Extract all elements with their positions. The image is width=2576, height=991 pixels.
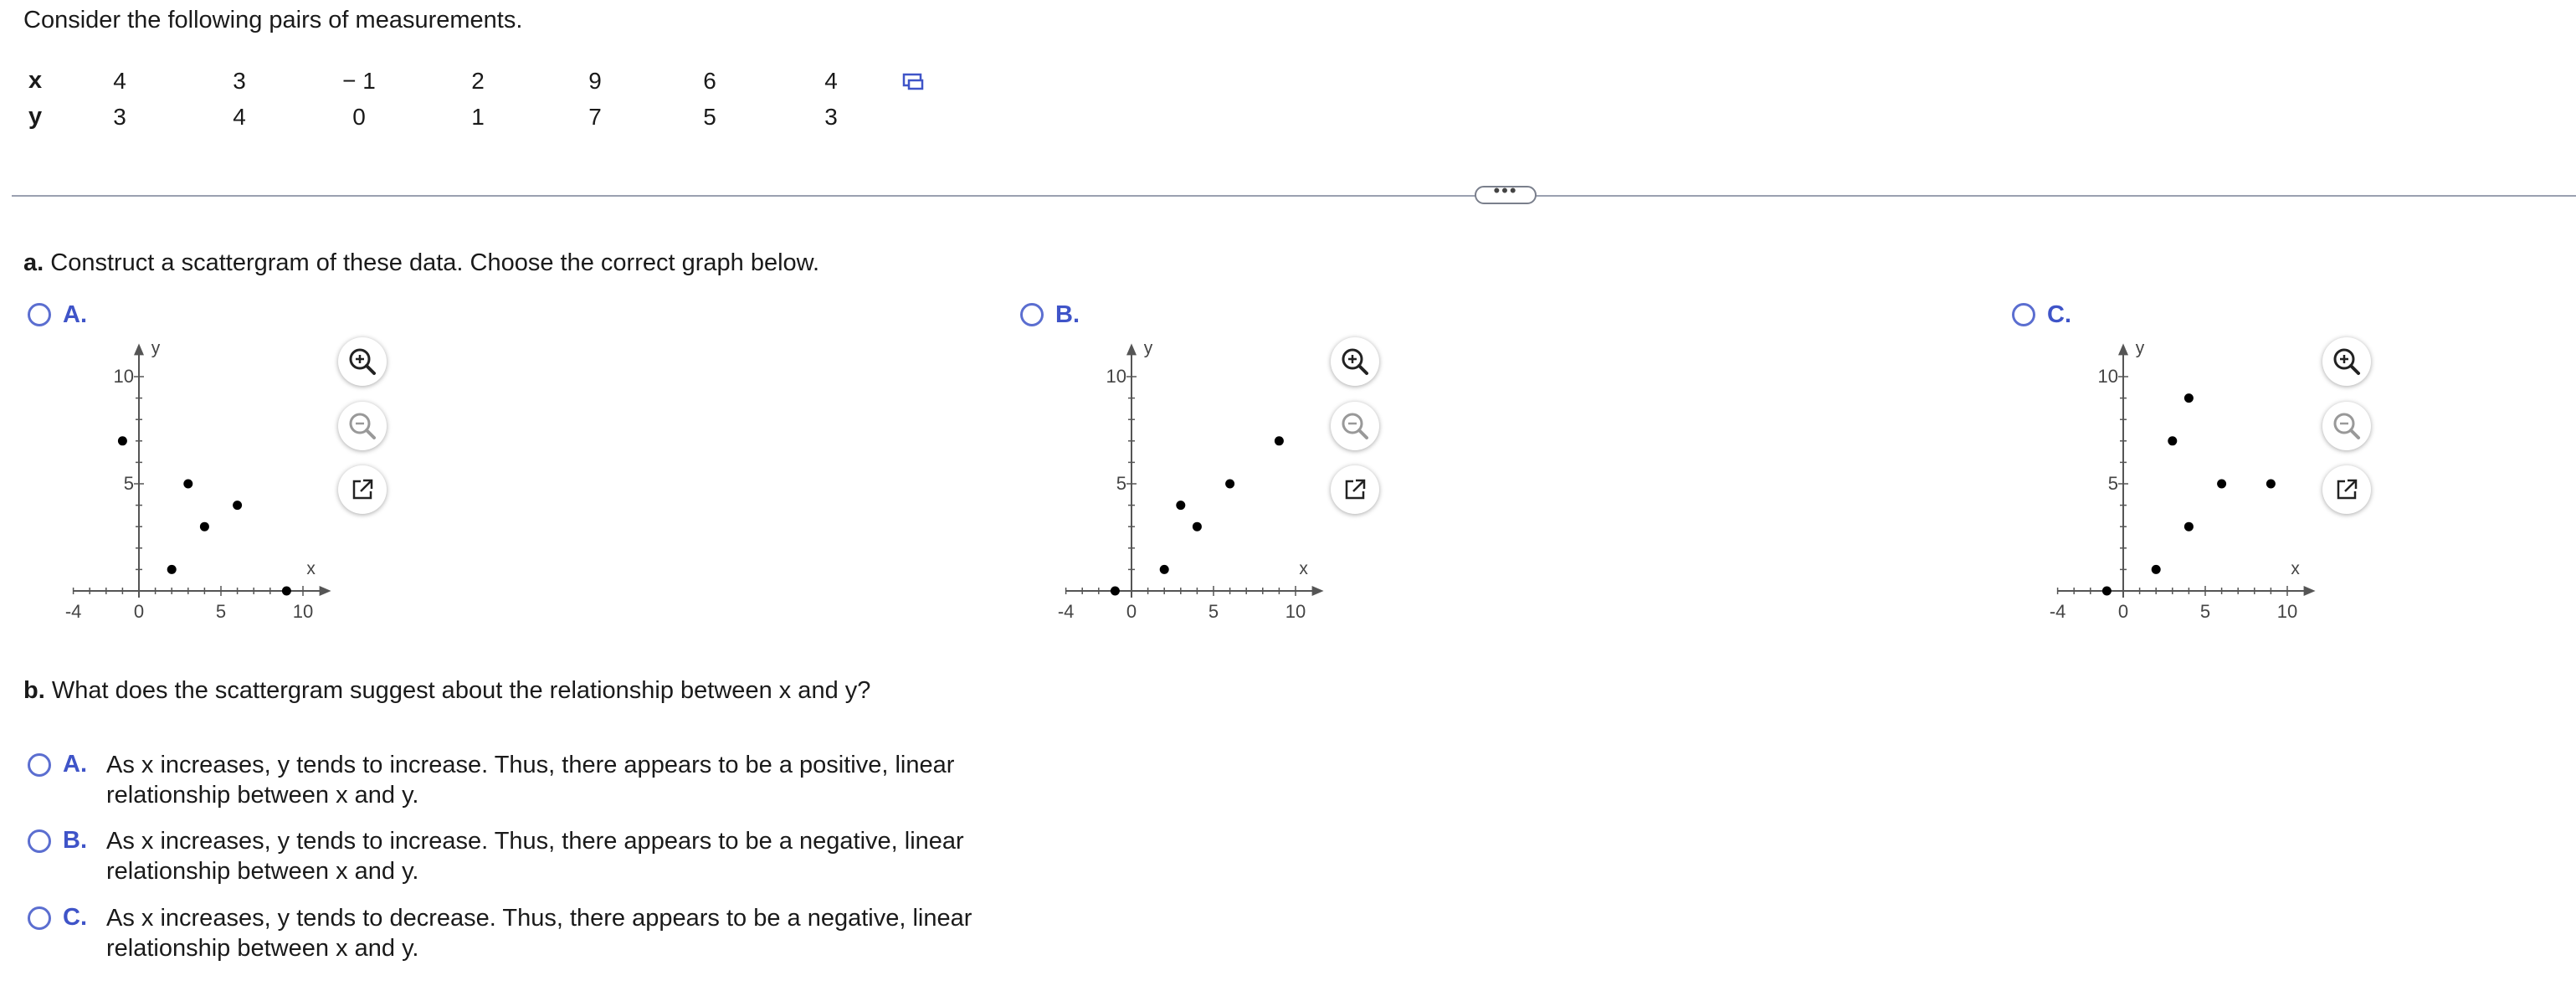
x-tick-label: 10 bbox=[1285, 601, 1306, 622]
x-tick-label: 0 bbox=[133, 601, 145, 622]
external-link-icon bbox=[338, 465, 387, 514]
x-row-label: x bbox=[28, 67, 43, 94]
data-point bbox=[2184, 393, 2194, 403]
x-tick-label: 5 bbox=[1208, 601, 1219, 622]
answer-option-c-text bbox=[106, 903, 1052, 963]
data-point bbox=[183, 480, 192, 489]
data-point bbox=[1275, 436, 1284, 445]
x-tick-label: 10 bbox=[292, 601, 314, 622]
y-axis-arrow bbox=[2118, 343, 2128, 355]
question-a bbox=[23, 249, 819, 277]
data-point bbox=[1193, 522, 1202, 531]
data-point bbox=[282, 587, 291, 596]
y-axis-arrow bbox=[1126, 343, 1137, 355]
x-value: 4 bbox=[824, 68, 838, 94]
answer-option-a-radio[interactable] bbox=[28, 753, 51, 777]
y-value: 1 bbox=[471, 104, 485, 130]
data-point bbox=[1176, 501, 1185, 510]
question-b-text: What does the scattergram suggest about the relationship between x and y? bbox=[51, 677, 871, 704]
y-value: 0 bbox=[352, 104, 366, 130]
y-row-label: y bbox=[28, 103, 43, 130]
y-tick-label: 10 bbox=[2097, 366, 2118, 387]
answer-option-b-line1: As x increases, y tends to increase. Thus, there appears to be a negative, linear bbox=[106, 828, 964, 855]
question-b bbox=[23, 677, 870, 705]
x-tick-label: -4 bbox=[64, 601, 82, 622]
data-point bbox=[167, 565, 177, 574]
y-value: 3 bbox=[113, 104, 126, 130]
y-axis-label: y bbox=[151, 338, 161, 358]
x-value: 9 bbox=[588, 68, 602, 94]
x-value: 2 bbox=[471, 68, 485, 94]
answer-option-a-text bbox=[106, 750, 1052, 810]
x-axis-label: x bbox=[306, 559, 316, 578]
y-tick-label: 5 bbox=[123, 473, 134, 494]
question-a-text: Construct a scattergram of these data. Choose the correct graph below. bbox=[50, 249, 820, 276]
y-value: 3 bbox=[824, 104, 838, 130]
y-tick-label: 5 bbox=[2107, 473, 2118, 494]
zoom-out-button[interactable] bbox=[1331, 402, 1379, 450]
x-tick-label: 10 bbox=[2276, 601, 2298, 622]
data-point bbox=[2184, 522, 2194, 531]
y-tick-label: 10 bbox=[113, 366, 134, 387]
x-tick-label: 0 bbox=[2117, 601, 2129, 622]
answer-option-c-line1: As x increases, y tends to decrease. Thus, there appears to be a negative, linear bbox=[106, 905, 972, 932]
zoom-in-button[interactable] bbox=[1331, 337, 1379, 386]
x-tick-label: 5 bbox=[2199, 601, 2211, 622]
y-tick-label: 5 bbox=[1116, 473, 1126, 494]
data-point bbox=[200, 522, 209, 531]
data-point bbox=[2217, 480, 2226, 489]
divider-handle[interactable]: ••• bbox=[1475, 186, 1537, 204]
intro-text: Consider the following pairs of measurements. bbox=[23, 7, 523, 33]
x-value: 3 bbox=[233, 68, 246, 94]
x-axis-arrow bbox=[2304, 586, 2316, 596]
x-value: 6 bbox=[703, 68, 716, 94]
graph-option-b-radio[interactable] bbox=[1020, 303, 1044, 326]
data-point bbox=[2102, 587, 2112, 596]
y-axis-label: y bbox=[2135, 338, 2145, 358]
x-axis-label: x bbox=[1299, 559, 1308, 578]
answer-option-b-text bbox=[106, 826, 1052, 886]
x-tick-label: 5 bbox=[215, 601, 227, 622]
answer-option-b-line2: relationship between x and y. bbox=[106, 858, 419, 885]
data-point bbox=[2266, 480, 2276, 489]
answer-option-a-line1: As x increases, y tends to increase. Thus, there appears to be a positive, linear bbox=[106, 752, 955, 778]
x-axis-arrow bbox=[1312, 586, 1324, 596]
scattergram-b bbox=[1048, 338, 1332, 639]
data-point bbox=[2168, 436, 2177, 445]
graph-option-a-letter: A. bbox=[63, 301, 87, 328]
question-a-label: a. bbox=[23, 249, 44, 276]
data-point bbox=[2152, 565, 2161, 574]
zoom-in-icon bbox=[1331, 337, 1379, 386]
answer-option-c-letter: C. bbox=[63, 904, 87, 931]
y-value: 4 bbox=[233, 104, 246, 130]
y-axis-label: y bbox=[1143, 338, 1153, 358]
data-point bbox=[233, 501, 242, 510]
zoom-out-button[interactable] bbox=[338, 402, 387, 450]
x-axis-label: x bbox=[2291, 559, 2300, 578]
x-value: − 1 bbox=[342, 68, 376, 94]
external-link-icon bbox=[2322, 465, 2371, 514]
answer-option-a-letter: A. bbox=[63, 751, 87, 778]
zoom-out-icon bbox=[2322, 402, 2371, 450]
zoom-in-button[interactable] bbox=[2322, 337, 2371, 386]
data-point bbox=[1225, 480, 1234, 489]
graph-option-c-radio[interactable] bbox=[2012, 303, 2035, 326]
x-value: 4 bbox=[113, 68, 126, 94]
answer-option-c-line2: relationship between x and y. bbox=[106, 935, 419, 962]
open-new-window-button[interactable] bbox=[2322, 465, 2371, 514]
x-tick-label: -4 bbox=[2049, 601, 2066, 622]
section-divider bbox=[12, 195, 2576, 197]
scattergram-c bbox=[2040, 338, 2324, 639]
question-b-label: b. bbox=[23, 677, 45, 704]
zoom-out-button[interactable] bbox=[2322, 402, 2371, 450]
zoom-out-icon bbox=[338, 402, 387, 450]
x-tick-label: 0 bbox=[1126, 601, 1137, 622]
zoom-out-icon bbox=[1331, 402, 1379, 450]
data-point bbox=[1160, 565, 1169, 574]
x-axis-arrow bbox=[320, 586, 331, 596]
zoom-in-icon bbox=[2322, 337, 2371, 386]
graph-option-a-radio[interactable] bbox=[28, 303, 51, 326]
y-value: 5 bbox=[703, 104, 716, 130]
y-value: 7 bbox=[588, 104, 602, 130]
answer-option-c-radio[interactable] bbox=[28, 906, 51, 930]
answer-option-b-radio[interactable] bbox=[28, 829, 51, 853]
scattergram-a bbox=[55, 338, 340, 639]
y-axis-arrow bbox=[134, 343, 144, 355]
open-new-window-button[interactable] bbox=[1331, 465, 1379, 514]
answer-option-a-line2: relationship between x and y. bbox=[106, 782, 419, 809]
data-point bbox=[118, 436, 127, 445]
graph-option-b-letter: B. bbox=[1055, 301, 1080, 328]
zoom-in-button[interactable] bbox=[338, 337, 387, 386]
copy-data-icon[interactable] bbox=[902, 72, 926, 92]
open-new-window-button[interactable] bbox=[338, 465, 387, 514]
external-link-icon bbox=[1331, 465, 1379, 514]
zoom-in-icon bbox=[338, 337, 387, 386]
data-point bbox=[1111, 587, 1120, 596]
y-tick-label: 10 bbox=[1106, 366, 1126, 387]
graph-option-c-letter: C. bbox=[2047, 301, 2071, 328]
answer-option-b-letter: B. bbox=[63, 827, 87, 854]
x-tick-label: -4 bbox=[1057, 601, 1075, 622]
